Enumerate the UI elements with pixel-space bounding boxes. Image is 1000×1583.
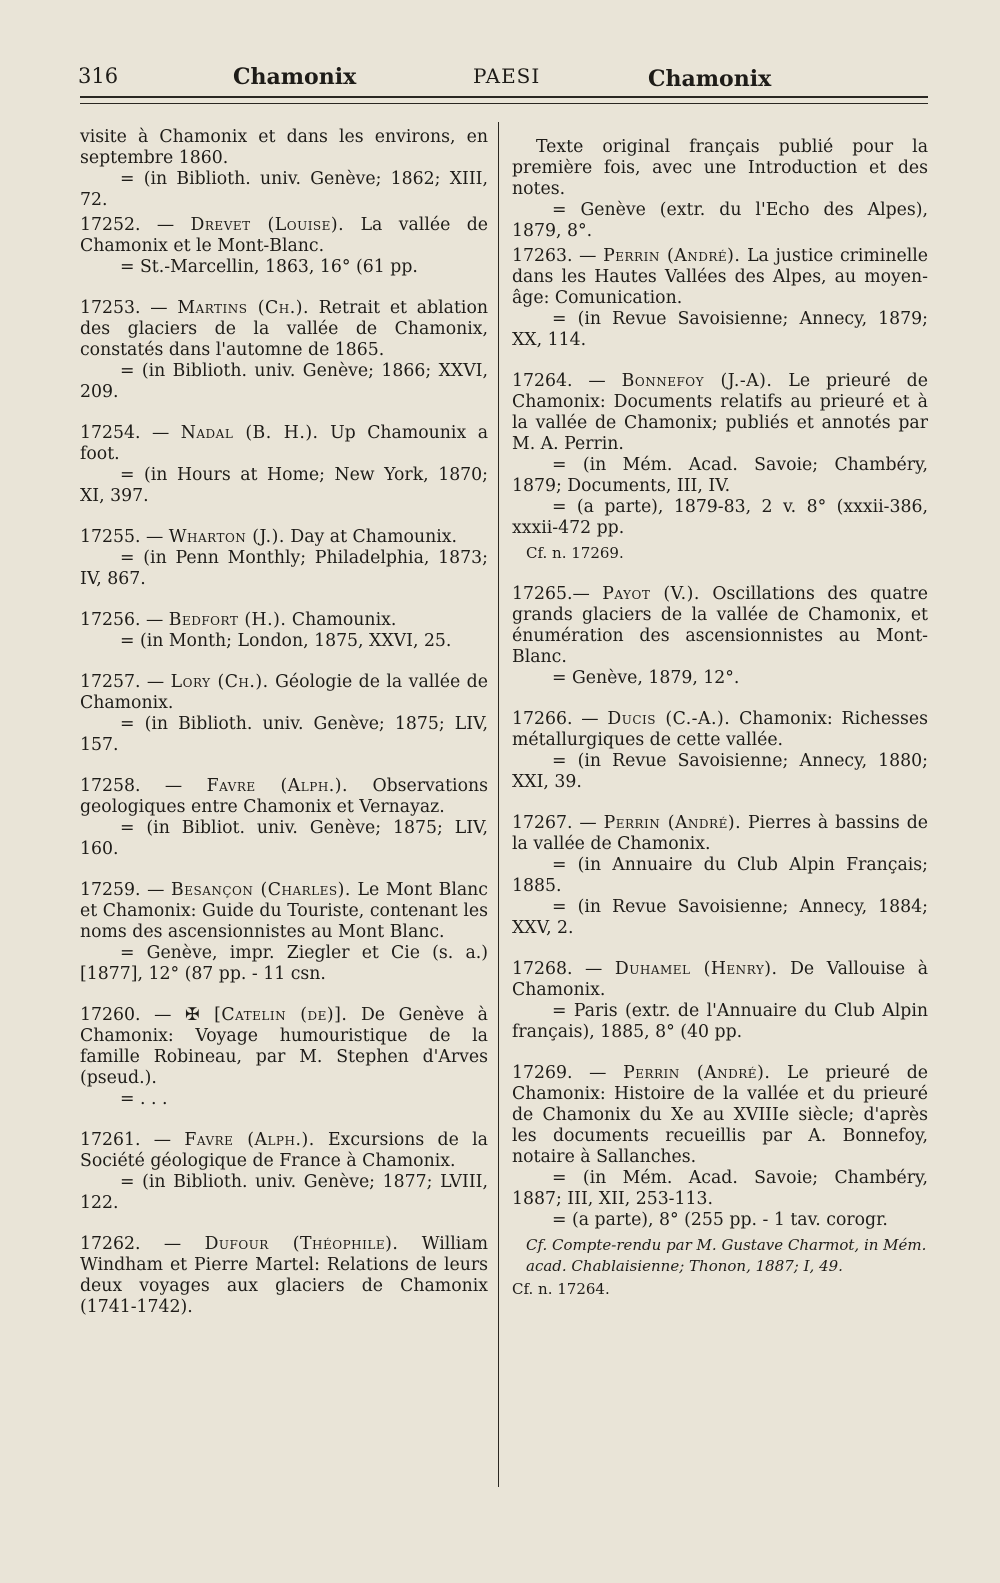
entry-publication: = (in Biblioth. univ. Genève; 1877; LVIII, 122. bbox=[80, 1172, 488, 1213]
entry-publication-separate: = (a parte), 8° (255 pp. - 1 tav. corogr. bbox=[552, 1210, 888, 1230]
entry-number: 17265. bbox=[512, 584, 573, 604]
bibliography-entry: 17260. — ✠ [Catelin (de)]. De Genève à Chamonix: Voyage humouristique de la famille Robineau, par M. Stephen d'Arves (pseud.). = . . . bbox=[80, 1005, 488, 1109]
entry-author: Besançon (Charles). bbox=[171, 880, 351, 900]
entry-number: 17263. bbox=[512, 246, 573, 266]
entry-title: Oscillations des quatre grands glaciers de la vallée de Chamonix, et énumération des ascensionnistes au Mont-Blanc. bbox=[512, 584, 929, 667]
right-column bbox=[512, 137, 928, 1320]
entry-publication-separate: = (in Revue Savoisienne; Annecy, 1884; XXV, 2. bbox=[512, 897, 928, 938]
entry-number: 17254. bbox=[80, 423, 141, 443]
entry-publication: = (in Biblioth. univ. Genève; 1875; LIV, 157. bbox=[80, 714, 488, 755]
entry-author: Perrin (André). bbox=[603, 246, 741, 266]
entry-author: Ducis (C.-A.). bbox=[607, 709, 731, 729]
bibliography-entry: 17254. — Nadal (B. H.). Up Chamounix a foot. = (in Hours at Home; New York, 1870; XI, 397. bbox=[80, 423, 488, 506]
bibliography-entry: 17261. — Favre (Alph.). Excursions de la Société géologique de France à Chamonix. = (in Biblioth. univ. Genève; 1877; LVIII, 122. bbox=[80, 1130, 488, 1213]
entry-title: Up Chamounix a foot. bbox=[80, 423, 488, 464]
entry-number: 17262. bbox=[80, 1234, 141, 1254]
bibliography-entry: 17263. — Perrin (André). La justice criminelle dans les Hautes Vallées des Alpes, au moyen-âge: Comunication. = (in Revue Savoisienne; Annecy, 1879; XX, 114. bbox=[512, 246, 928, 350]
entry-title: Le Mont Blanc et Chamonix: Guide du Touriste, contenant les noms des ascensionnistes au Mont Blanc. bbox=[80, 880, 488, 942]
header-rule-top bbox=[80, 96, 928, 98]
cross-reference: Cf. n. 17269. bbox=[526, 544, 624, 562]
entry-publication: = Genève (extr. du l'Echo des Alpes), 1879, 8°. bbox=[512, 200, 928, 241]
entry-publication: = Genève, 1879, 12°. bbox=[552, 668, 740, 688]
entry-number: 17267. bbox=[512, 813, 573, 833]
page-number: 316 bbox=[78, 64, 119, 88]
entry-author: Duhamel (Henry). bbox=[614, 959, 778, 979]
entry-author: Bonnefoy (J.-A). bbox=[621, 371, 773, 391]
bibliography-entry: 17269. — Perrin (André). Le prieuré de Chamonix: Histoire de la vallée et du prieuré de Chamonix du Xe au XVIIIe siècle; d'après les documents recueillis par A. Bonnefoy, notaire à Sallanches. = (in Mém. Acad. Savoie; Chambéry, 1887; III, XII, 253-113. = (a parte), 8° (255 pp. - 1 tav. corogr. Cf. Compte-rendu par M. Gustave Charmot, in Mém. acad. Chablaisienne; Thonon, 1887; I, 49. Cf. n. 17264. bbox=[512, 1063, 928, 1298]
entry-number: 17255. bbox=[80, 527, 141, 547]
entry-author: Drevet (Louise). bbox=[190, 215, 345, 235]
entry-author: Dufour (Théophile). bbox=[204, 1234, 399, 1254]
entry-number: 17260. bbox=[80, 1005, 141, 1025]
entry-title: De Genève à Chamonix: Voyage humouristique de la famille Robineau, par M. Stephen d'Arves (pseud.). bbox=[80, 1005, 488, 1088]
entry-publication: = (in Hours at Home; New York, 1870; XI, 397. bbox=[80, 465, 488, 506]
entry-publication-separate: = (a parte), 1879-83, 2 v. 8° (xxxii-386, xxxii-472 pp. bbox=[512, 497, 928, 538]
entry-number: 17256. bbox=[80, 610, 141, 630]
entry-text: visite à Chamonix et dans les environs, en septembre 1860. bbox=[80, 127, 488, 168]
entry-author: Wharton (J.). bbox=[168, 527, 285, 547]
entry-publication: = (in Month; London, 1875, XXVI, 25. bbox=[120, 631, 452, 651]
entry-author: Martins (Ch.). bbox=[177, 298, 309, 318]
running-header bbox=[78, 58, 928, 98]
bibliography-entry: 17255. — Wharton (J.). Day at Chamounix. = (in Penn Monthly; Philadelphia, 1873; IV, 867. bbox=[80, 527, 488, 589]
entry-number: 17266. bbox=[512, 709, 573, 729]
entry-number: 17264. bbox=[512, 371, 573, 391]
entry-publication: = Paris (extr. de l'Annuaire du Club Alpin français), 1885, 8° (40 pp. bbox=[512, 1001, 928, 1042]
continued-entry bbox=[512, 137, 928, 242]
entry-publication: = (in Revue Savoisienne; Annecy, 1879; XX, 114. bbox=[512, 309, 928, 350]
bibliography-entry: 17258. — Favre (Alph.). Observations geologiques entre Chamonix et Vernayaz. = (in Bibliot. univ. Genève; 1875; LIV, 160. bbox=[80, 776, 488, 859]
entry-author: Bedfort (H.). bbox=[168, 610, 287, 630]
entry-number: 17268. bbox=[512, 959, 573, 979]
entry-title: La vallée de Chamonix et le Mont-Blanc. bbox=[80, 215, 488, 256]
entry-title: Chamounix. bbox=[291, 610, 397, 630]
entry-title: William Windham et Pierre Martel: Relations de leurs deux voyages aux glaciers de Chamonix (1741-1742). bbox=[80, 1234, 488, 1317]
entry-publication: = (in Annuaire du Club Alpin Français; 1885. bbox=[512, 855, 928, 896]
entry-author: Perrin (André). bbox=[623, 1063, 771, 1083]
entry-author: Favre (Alph.). bbox=[184, 1130, 315, 1150]
entry-publication: = (in Biblioth. univ. Genève; 1866; XXVI, 209. bbox=[80, 361, 488, 402]
entry-title: Le prieuré de Chamonix: Histoire de la vallée et du prieuré de Chamonix du Xe au XVIIIe siècle; d'après les documents recueillis par A. Bonnefoy, notaire à Sallanches. bbox=[512, 1063, 928, 1167]
bibliography-entry: 17256. — Bedfort (H.). Chamounix. = (in Month; London, 1875, XXVI, 25. bbox=[80, 610, 452, 651]
entry-number: 17269. bbox=[512, 1063, 573, 1083]
bibliography-entry: 17264. — Bonnefoy (J.-A). Le prieuré de Chamonix: Documents relatifs au prieuré et à la vallée de Chamonix; publiés et annotés par M. A. Perrin. = (in Mém. Acad. Savoie; Chambéry, 1879; Documents, III, IV. = (a parte), 1879-83, 2 v. 8° (xxxii-386, xxxii-472 pp. Cf. n. 17269. bbox=[512, 371, 928, 562]
bibliography-entry: 17267. — Perrin (André). Pierres à bassins de la vallée de Chamonix. = (in Annuaire du Club Alpin Français; 1885. = (in Revue Savoisienne; Annecy, 1884; XXV, 2. bbox=[512, 813, 928, 938]
entry-number: 17257. bbox=[80, 672, 141, 692]
entry-title: La justice criminelle dans les Hautes Vallées des Alpes, au moyen-âge: Comunication. bbox=[512, 246, 928, 308]
entry-text: Texte original français publié pour la première fois, avec une Introduction et des notes. bbox=[512, 137, 928, 199]
entry-title: Le prieuré de Chamonix: Documents relatifs au prieuré et à la vallée de Chamonix; publiés et annotés par M. A. Perrin. bbox=[512, 371, 928, 454]
entry-title: Day at Chamounix. bbox=[290, 527, 457, 547]
entry-publication: = (in Mém. Acad. Savoie; Chambéry, 1879; Documents, III, IV. bbox=[512, 455, 928, 496]
bibliography-entry: 17257. — Lory (Ch.). Géologie de la vallée de Chamonix. = (in Biblioth. univ. Genève; 1875; LIV, 157. bbox=[80, 672, 488, 755]
entry-author: ✠ [Catelin (de)]. bbox=[185, 1005, 348, 1025]
entry-number: 17252. bbox=[80, 215, 141, 235]
bibliography-entry: 17259. — Besançon (Charles). Le Mont Blanc et Chamonix: Guide du Touriste, contenant les noms des ascensionnistes au Mont Blanc. = Genève, impr. Ziegler et Cie (s. a.) [1877], 12° (87 pp. - 11 csn. bbox=[80, 880, 488, 984]
bibliography-entry: 17265.— Payot (V.). Oscillations des quatre grands glaciers de la vallée de Chamonix, et énumération des ascensionnistes au Mont-Blanc. = Genève, 1879, 12°. bbox=[512, 584, 929, 688]
left-column bbox=[80, 127, 488, 1338]
entry-author: Nadal (B. H.). bbox=[180, 423, 319, 443]
entry-publication: = (in Biblioth. univ. Genève; 1862; XIII, 72. bbox=[80, 169, 488, 210]
entry-title: Excursions de la Société géologique de France à Chamonix. bbox=[80, 1130, 488, 1171]
entry-author: Perrin (André). bbox=[603, 813, 742, 833]
cross-reference-number: Cf. n. 17264. bbox=[512, 1280, 610, 1298]
center-running-title: PAESI bbox=[473, 64, 541, 88]
entry-title: Géologie de la vallée de Chamonix. bbox=[80, 672, 488, 713]
column-divider bbox=[498, 122, 499, 1487]
entry-title: Retrait et ablation des glaciers de la vallée de Chamonix, constatés dans l'automne de 1865. bbox=[80, 298, 488, 360]
entry-title: Pierres à bassins de la vallée de Chamonix. bbox=[512, 813, 928, 854]
continued-entry bbox=[80, 127, 488, 211]
entry-publication: = (in Revue Savoisienne; Annecy, 1880; XXI, 39. bbox=[512, 751, 928, 792]
entry-title: Chamonix: Richesses métallurgiques de cette vallée. bbox=[512, 709, 928, 750]
bibliography-entry: 17252. — Drevet (Louise). La vallée de Chamonix et le Mont-Blanc. = St.-Marcellin, 1863, 16° (61 pp. bbox=[80, 215, 488, 277]
entry-number: 17258. bbox=[80, 776, 141, 796]
entry-publication: = Genève, impr. Ziegler et Cie (s. a.) [1877], 12° (87 pp. - 11 csn. bbox=[80, 943, 488, 984]
entry-publication: = (in Penn Monthly; Philadelphia, 1873; IV, 867. bbox=[80, 548, 488, 589]
entry-number: 17261. bbox=[80, 1130, 141, 1150]
cross-reference: Cf. Compte-rendu par M. Gustave Charmot, in Mém. acad. Chablaisienne; Thonon, 1887; I, 49. bbox=[526, 1236, 927, 1275]
bibliography-entry: 17266. — Ducis (C.-A.). Chamonix: Richesses métallurgiques de cette vallée. = (in Revue Savoisienne; Annecy, 1880; XXI, 39. bbox=[512, 709, 928, 792]
entry-author: Lory (Ch.). bbox=[170, 672, 269, 692]
bibliography-entry: 17268. — Duhamel (Henry). De Vallouise à Chamonix. = Paris (extr. de l'Annuaire du Club Alpin français), 1885, 8° (40 pp. bbox=[512, 959, 928, 1042]
right-running-title: Chamonix bbox=[648, 66, 772, 92]
bibliography-entry: 17262. — Dufour (Théophile). William Windham et Pierre Martel: Relations de leurs deux voyages aux glaciers de Chamonix (1741-1742). bbox=[80, 1234, 488, 1317]
entry-title: Observations geologiques entre Chamonix et Vernayaz. bbox=[80, 776, 488, 817]
entry-number: 17259. bbox=[80, 880, 141, 900]
entry-publication: = . . . bbox=[120, 1089, 168, 1109]
header-rule-bottom bbox=[80, 103, 928, 104]
left-running-title: Chamonix bbox=[233, 64, 357, 90]
entry-number: 17253. bbox=[80, 298, 141, 318]
entry-author: Favre (Alph.). bbox=[206, 776, 349, 796]
entry-title: De Vallouise à Chamonix. bbox=[512, 959, 928, 1000]
entry-publication: = St.-Marcellin, 1863, 16° (61 pp. bbox=[120, 257, 418, 277]
entry-author: Payot (V.). bbox=[602, 584, 700, 604]
entry-publication: = (in Mém. Acad. Savoie; Chambéry, 1887; III, XII, 253-113. bbox=[512, 1168, 928, 1209]
bibliography-entry: 17253. — Martins (Ch.). Retrait et ablation des glaciers de la vallée de Chamonix, constatés dans l'automne de 1865. = (in Biblioth. univ. Genève; 1866; XXVI, 209. bbox=[80, 298, 488, 402]
entry-publication: = (in Bibliot. univ. Genève; 1875; LIV, 160. bbox=[80, 818, 488, 859]
